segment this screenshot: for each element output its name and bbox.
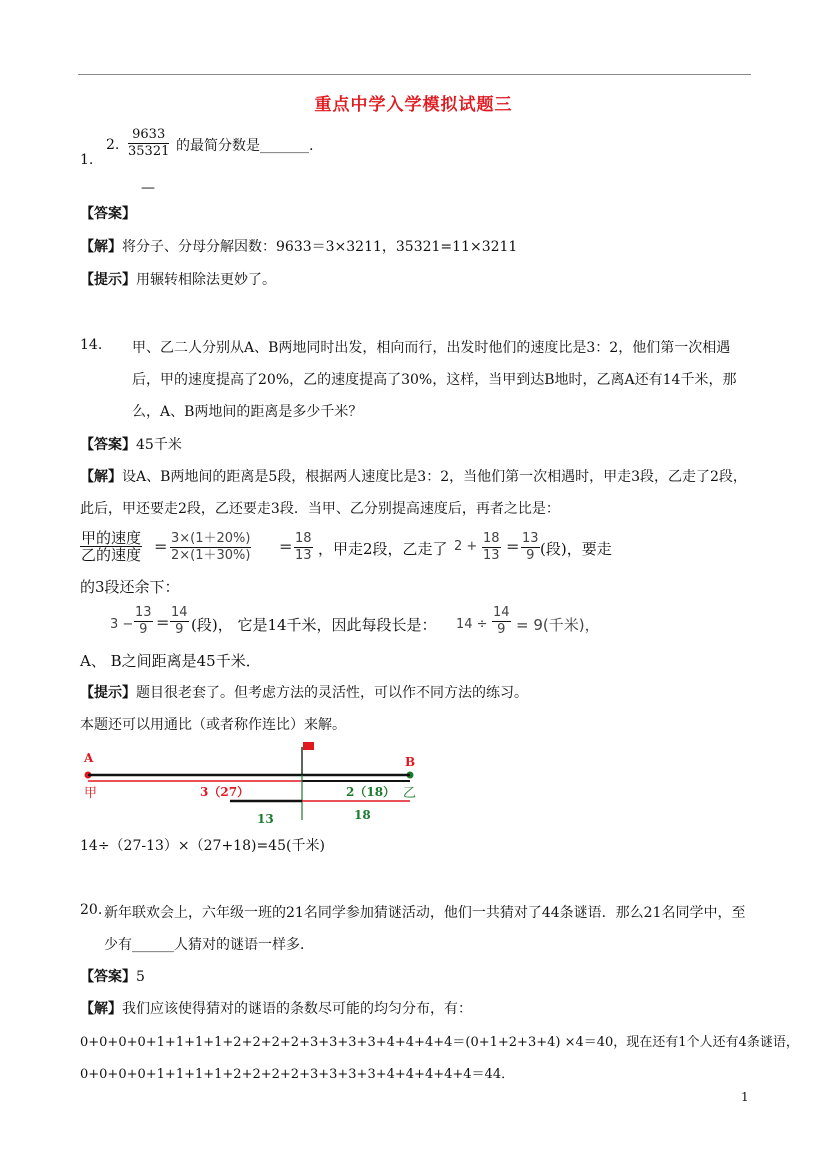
hint-label: 【提示】 [80, 685, 136, 701]
segment-diagram [70, 735, 430, 830]
math-text: = 9(千米)， [516, 616, 600, 634]
final-equation: 14÷（27-13）×（27+18)=45(千米) [80, 838, 325, 854]
equation-line: 0+0+0+0+1+1+1+1+2+2+2+2+3+3+3+3+4+4+4+4+4＝44． [80, 1067, 515, 1082]
fraction-denominator: 9 [139, 622, 148, 637]
flag-icon [303, 742, 314, 750]
hint [80, 269, 276, 289]
answer-label: 【答案】 [80, 437, 136, 453]
fraction [482, 531, 501, 564]
question-number: 2. [106, 137, 120, 153]
question-text: 的最简分数是_______. [176, 138, 314, 154]
solution-text: (段)，要走 [540, 540, 612, 558]
fraction-numerator: 9633 [128, 127, 169, 144]
question-line: 后，甲的速度提高了20%，乙的速度提高了30%，这样，当甲到达B地时，乙离A还有14千米，那 [132, 372, 737, 388]
answer-label: 【答案】 [80, 206, 136, 222]
solution-text: 我们应该使得猜对的谜语的条数尽可能的均匀分布，有： [122, 1001, 472, 1017]
answer [80, 966, 145, 986]
equals-sign: = [506, 537, 520, 556]
label-yi: 乙 [403, 786, 417, 801]
label-b: B [405, 755, 416, 769]
solution-text: 设A、B两地间的距离是5段，根据两人速度比是3：2，当他们第一次相遇时，甲走3段，乙走了2段， [122, 469, 747, 485]
hint-text: 题目很老套了。但考虑方法的灵活性，可以作不同方法的练习。 [136, 685, 528, 701]
equals-sign: = [279, 537, 293, 556]
item-number: 1. [80, 152, 94, 168]
equals-sign: = [154, 537, 168, 556]
fraction-numerator: 18 [483, 531, 500, 546]
fraction-denominator: 13 [483, 548, 500, 563]
solution-line: 的3段还余下： [80, 578, 180, 596]
math-text: 2 + [454, 539, 478, 554]
ratio-fraction [80, 530, 142, 563]
math-text: 3 − [110, 617, 134, 632]
ratio-numerator: 甲的速度 [81, 529, 142, 547]
solution [80, 236, 517, 256]
hint [80, 682, 528, 702]
solution-line: 本题还可以用通比（或者称作连比）来解。 [80, 717, 346, 733]
below-label-18: 18 [354, 808, 371, 822]
fraction-denominator: 35321 [128, 144, 170, 159]
fraction [170, 605, 189, 638]
fraction-numerator: 13 [522, 531, 539, 546]
label-a: A [84, 751, 94, 765]
fraction-numerator: 14 [493, 605, 510, 620]
answer-text: 45千米 [136, 437, 182, 453]
fraction [521, 531, 540, 564]
solution-label: 【解】 [80, 469, 122, 485]
segment-label-left: 3（27） [200, 785, 250, 799]
fraction-numerator: 13 [135, 605, 152, 620]
solution-text: (段)， 它是14千米，因此每段长是： [191, 616, 437, 634]
solution-line: 此后，甲还要走2段，乙还要走3段．当甲、乙分别提高速度后，再者之比是： [80, 501, 560, 517]
page-title: 重点中学入学模拟试题三 [314, 95, 513, 115]
solution-text: ，甲走2段，乙走了 [318, 540, 448, 558]
answer-text: 5 [136, 969, 145, 985]
fraction-denominator: 9 [497, 622, 506, 637]
fraction-denominator: 13 [295, 548, 312, 563]
math-text: 14 ÷ [456, 617, 488, 632]
fraction-denominator: 9 [526, 548, 535, 563]
fraction [134, 605, 153, 638]
solution-label: 【解】 [80, 239, 122, 255]
question-number: 20. [80, 902, 103, 918]
question-line: 么，A、B两地间的距离是多少千米？ [132, 404, 363, 420]
question-line: 新年联欢会上，六年级一班的21名同学参加猜谜活动，他们一共猜对了44条谜语．那么21名同学中，至 [104, 905, 746, 921]
question-line: 甲、乙二人分别从A、B两地同时出发，相向而行，出发时他们的速度比是3：2，他们第一次相遇 [132, 340, 731, 356]
fraction [128, 127, 169, 160]
ratio-expr-numerator: 3×(1＋20%) [171, 531, 251, 546]
answer-label: 【答案】 [80, 969, 136, 985]
question-number: 14. [80, 337, 103, 353]
solution-text: 将分子、分母分解因数：9633＝3×3211，35321=11×3211 [122, 239, 518, 255]
answer [80, 434, 182, 454]
segment-label-right: 2（18） [346, 785, 396, 799]
equation-line: 0+0+0+0+1+1+1+1+2+2+2+2+3+3+3+3+4+4+4+4＝(0+1+2+3+4) ×4＝40，现在还有1个人还有4条谜语， [80, 1035, 799, 1050]
below-label-13: 13 [257, 812, 274, 826]
page-number: 1 [741, 1090, 749, 1104]
fraction-numerator: 14 [171, 605, 188, 620]
fraction [294, 531, 313, 564]
ratio-denominator: 乙的速度 [81, 546, 142, 564]
fraction [492, 605, 511, 638]
hint-label: 【提示】 [80, 272, 136, 288]
equals-sign: = [156, 613, 170, 632]
solution-label: 【解】 [80, 1001, 122, 1017]
solution-line: A、 B之间距离是45千米． [80, 652, 261, 670]
fraction-denominator: 9 [175, 622, 184, 637]
fraction-numerator: 18 [295, 531, 312, 546]
stray-bar: — [141, 180, 155, 196]
hint-text: 用辗转相除法更妙了。 [136, 272, 276, 288]
header-rule [78, 74, 751, 75]
label-jia: 甲 [84, 786, 98, 801]
solution [80, 998, 472, 1018]
question-line: 少有______人猜对的谜语一样多． [104, 937, 314, 953]
solution [80, 466, 747, 486]
ratio-expr-denominator: 2×(1＋30%) [171, 548, 251, 563]
ratio-expression [170, 531, 251, 564]
